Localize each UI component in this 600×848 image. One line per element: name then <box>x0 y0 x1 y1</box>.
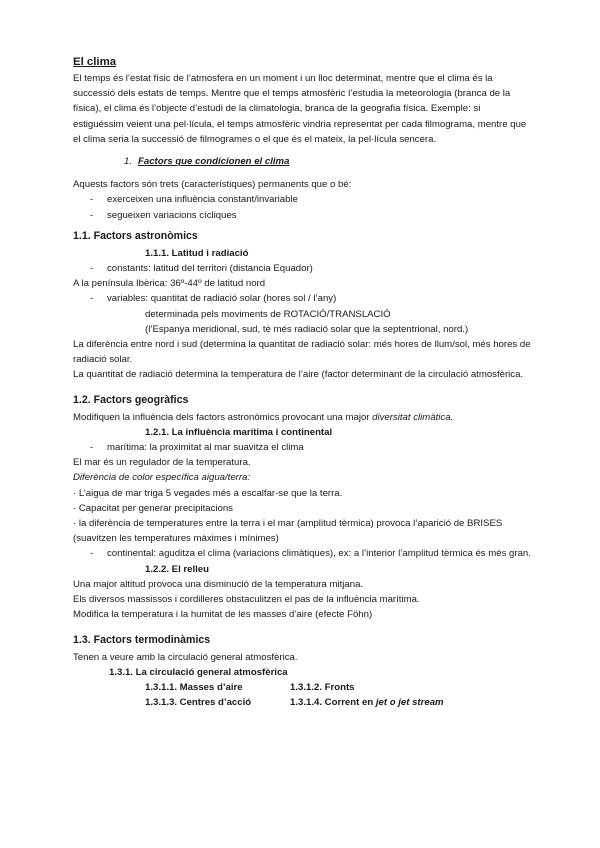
text-line <box>73 410 533 425</box>
italic-span: diversitat climàtica. <box>372 411 454 423</box>
bullet-line: · Capacitat per generar precipitacions <box>73 502 233 514</box>
paragraph: La diferència entre nord i sud (determina la quantitat de radiació solar: més hores de llum/sol, més hores de radiació solar. <box>73 339 531 366</box>
section-title-termodinamics: 1.3. Factors termodinàmics <box>73 633 211 646</box>
list-item: - constants: latitud del territori (distancia Equador) <box>73 261 533 276</box>
bullet-line: · la diferència de temperatures entre la terra i el mar (amplitud tèrmica) provoca l’aparició de BRISES (suavitzen les temperatures màximes i mínimes) <box>73 518 503 545</box>
heading-factors <box>73 154 533 169</box>
section-title-geografics: 1.2. Factors geogràfics <box>73 393 189 406</box>
subsection-item <box>290 695 444 710</box>
document-title: El clima <box>73 56 117 68</box>
document-page <box>73 55 533 710</box>
subsection-title: 1.3.1. La circulació general atmosfèrica <box>109 666 288 678</box>
list-item: - exerceixen una influència constant/invariable <box>73 192 533 207</box>
subsection-row <box>73 680 533 695</box>
text-line: A la península Ibèrica: 36º-44º de latitud nord <box>73 278 266 290</box>
subsection-item: 1.3.1.1. Masses d’aire <box>145 681 243 693</box>
list-item: - segueixen variacions cícliques <box>73 208 533 223</box>
heading-text: Factors que condicionen el clima <box>138 156 290 168</box>
text-line: El mar és un regulador de la temperatura. <box>73 457 251 469</box>
list-item: - continental: aguditza el clima (variacions climàtiques), ex: a l’interior l’amplitud tèrmica és més gran. <box>73 546 533 561</box>
text-span: 1.3.1.4. Corrent en <box>290 697 376 709</box>
subsection-title: 1.2.1. La influència marítima i continental <box>145 426 333 438</box>
text-line: Tenen a veure amb la circulació general atmosfèrica. <box>73 651 298 663</box>
bullet-line: · L’aigua de mar triga 5 vegades més a escalfar-se que la terra. <box>73 487 343 499</box>
text-span: Modifiquen la influència dels factors astronòmics provocant una major <box>73 411 373 423</box>
subsection-item: 1.3.1.2. Fronts <box>290 681 355 693</box>
subsection-title: 1.1.1. Latitud i radiació <box>145 247 249 259</box>
indented-line: determinada pels moviments de ROTACIÓ/TRANSLACIÓ <box>145 308 391 320</box>
factors-intro: Aquests factors són trets (característiques) permanents que o bé: <box>73 179 352 191</box>
list-item: - marítima: la proximitat al mar suavitza el clima <box>73 440 533 455</box>
section-title-astronomics: 1.1. Factors astronòmics <box>73 229 198 242</box>
italic-span: jet o jet stream <box>375 697 444 709</box>
paragraph: La quantitat de radiació determina la temperatura de l’aire (factor determinant de la circulació atmosfèrica. <box>73 369 524 381</box>
text-line: Els diversos massissos i cordilleres obstaculitzen el pas de la influència marítima. <box>73 594 420 606</box>
text-line: Una major altitud provoca una disminució de la temperatura mitjana. <box>73 578 364 590</box>
subsection-row <box>73 695 533 710</box>
intro-paragraph: El temps és l’estat físic de l’atmosfera en un moment i un lloc determinat, mentre que el clima és la successió dels estats de temps. Mentre que el temps atmosfèric l’estudia la meteorologia (branca de la física), el clima és l’objecte d’estudi de la climatologia, branca de la geografia física. Exemple: si estiguéssim veient una pel·lícula, el temps atmosfèric vindria representat per cada filmograma, mentre que el clima seria la successió de filmogrames o el que és el mateix, la pel·lícula sencera. <box>73 73 527 145</box>
heading-number: 1. <box>124 156 133 168</box>
subsection-item: 1.3.1.3. Centres d’acció <box>145 697 252 709</box>
italic-line: Diferència de color específica aigua/terra: <box>73 472 251 484</box>
subsection-title: 1.2.2. El relleu <box>145 563 209 575</box>
text-line: Modifica la temperatura i la humitat de les masses d’aire (efecte Föhn) <box>73 609 373 621</box>
list-item: - variables: quantitat de radiació solar (hores sol / l’any) <box>73 291 533 306</box>
indented-line: (l’Espanya meridional, sud, té més radiació solar que la septentrional, nord.) <box>145 323 469 335</box>
